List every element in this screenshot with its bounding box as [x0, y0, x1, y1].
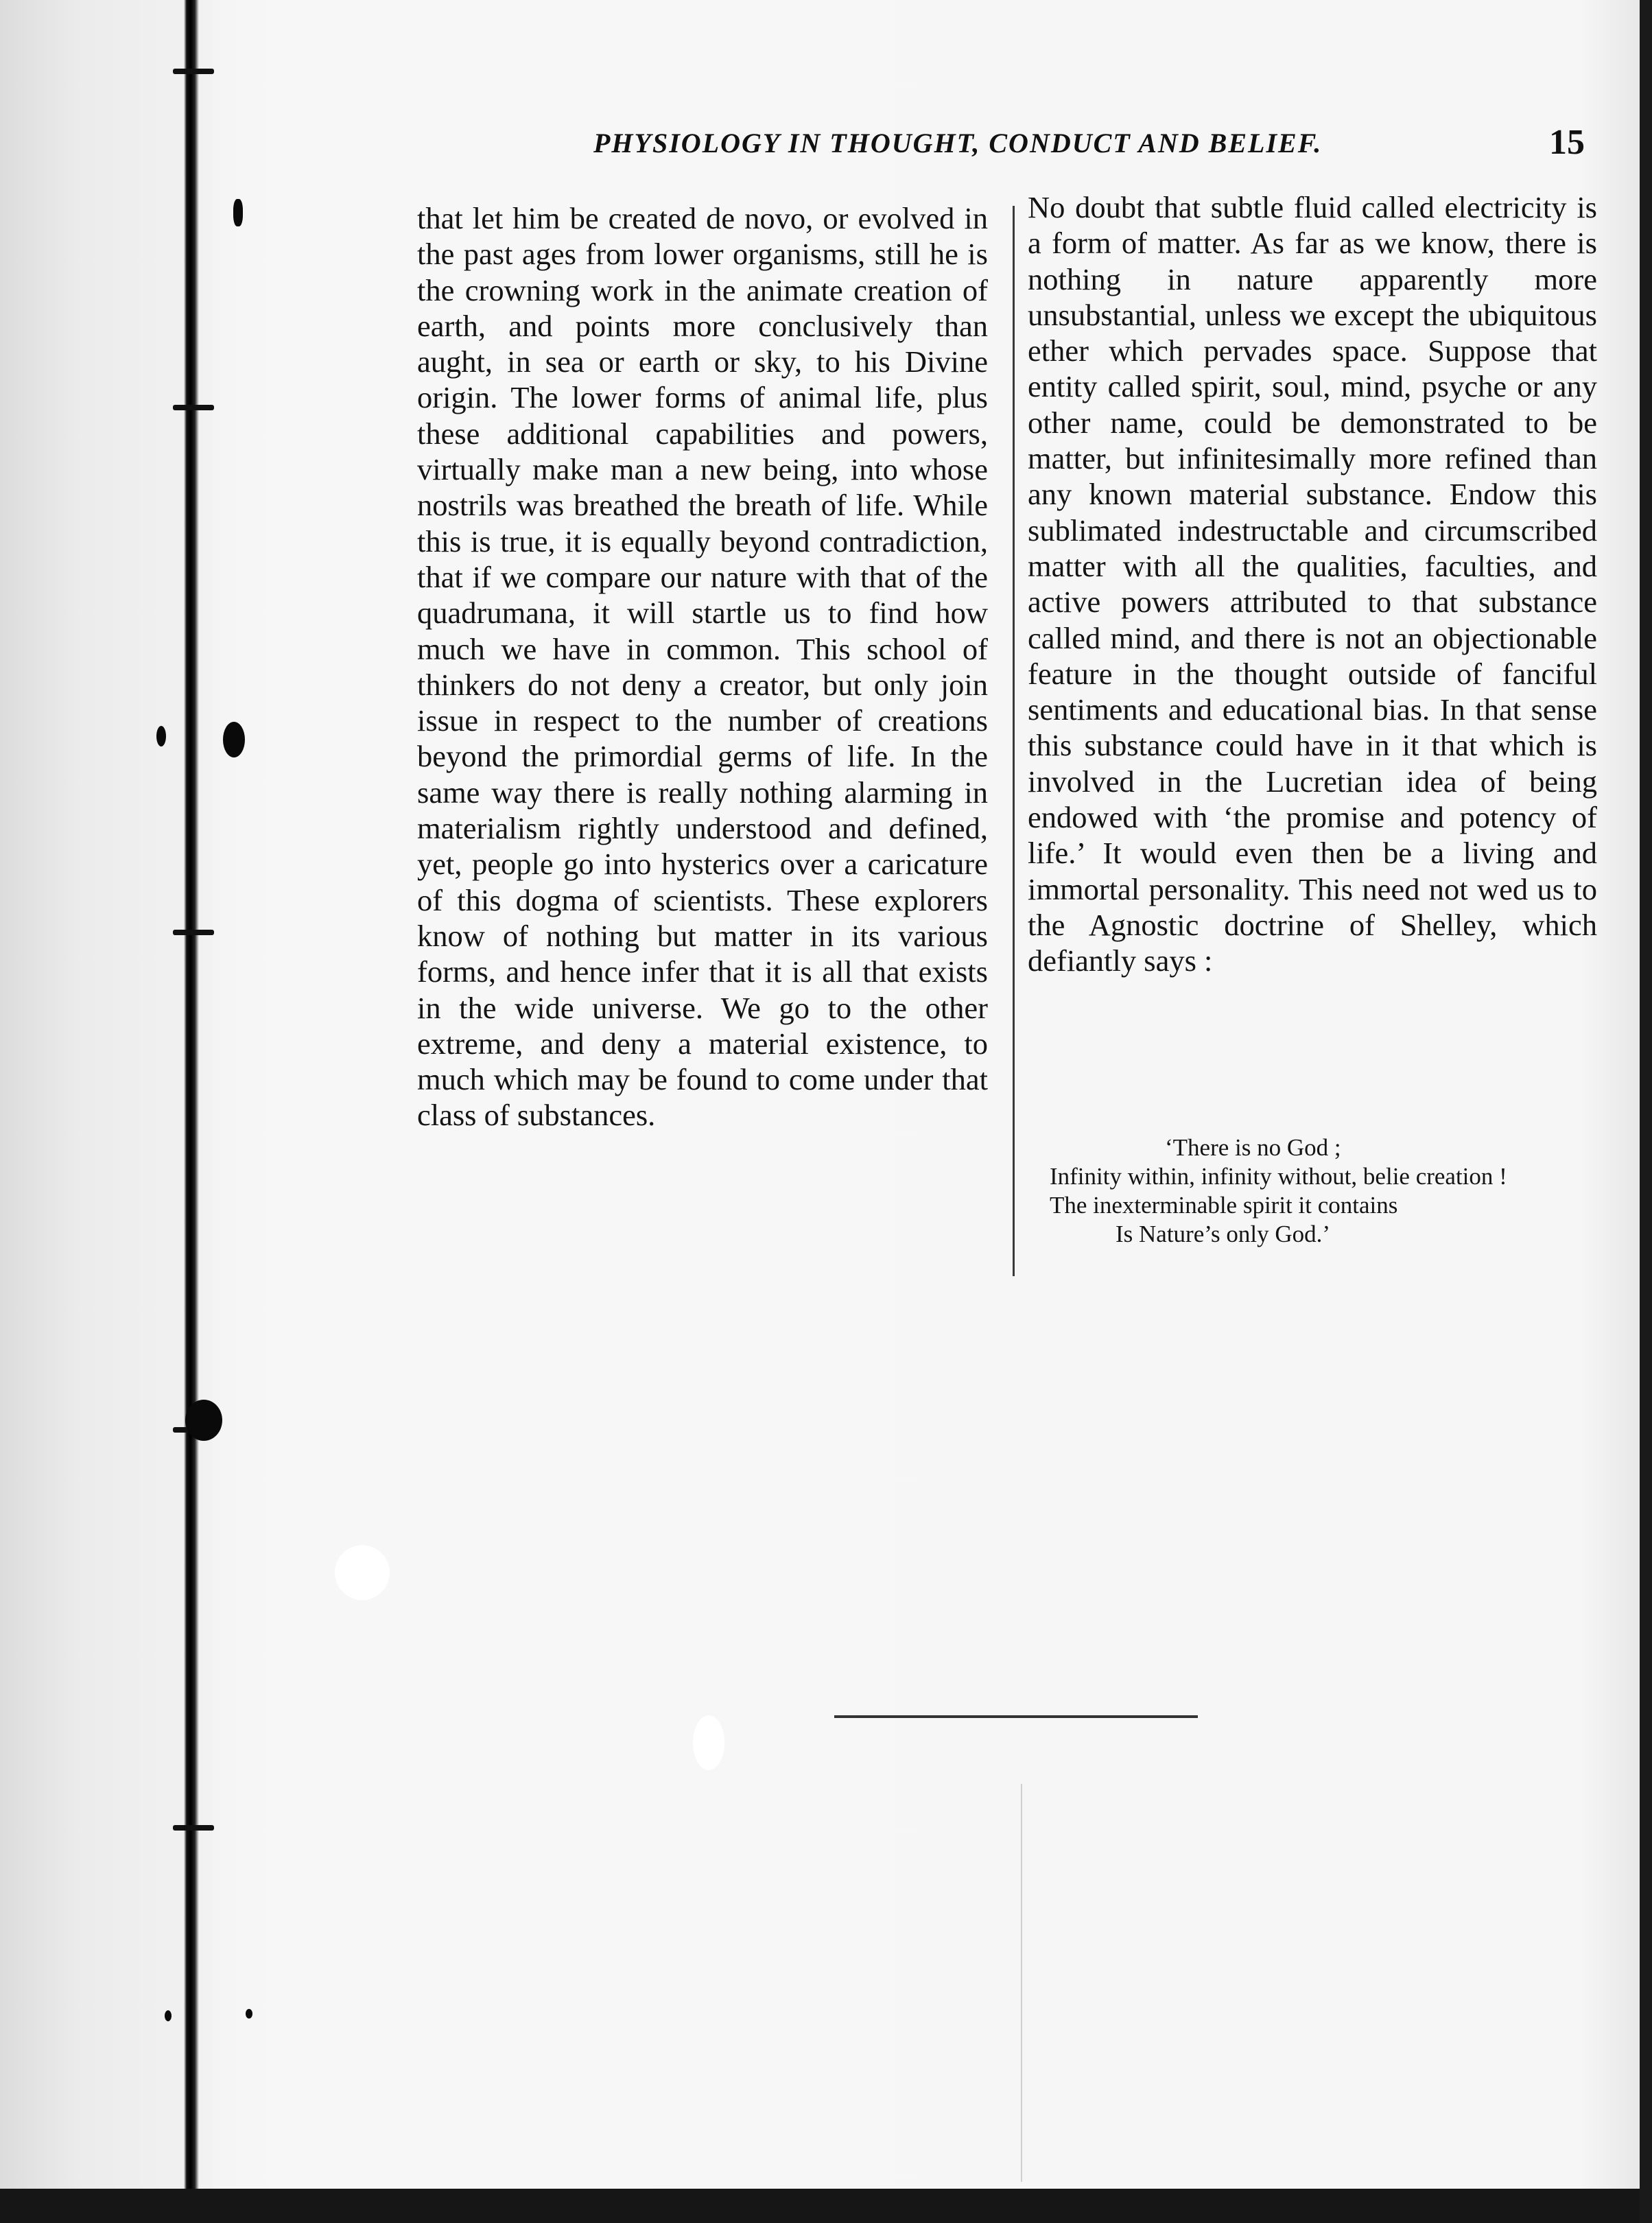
- binding-stitch: [173, 405, 214, 410]
- section-end-rule: [834, 1715, 1198, 1718]
- paper-spot: [693, 1715, 724, 1770]
- ink-blot: [223, 722, 245, 757]
- verse-line: The inexterminable spirit it contains: [1050, 1192, 1398, 1219]
- right-text-column: [1028, 189, 1597, 979]
- left-text-column: [417, 200, 988, 1133]
- ink-blot: [156, 726, 166, 746]
- binding-spine: [184, 0, 199, 2189]
- quoted-verse: [1050, 1133, 1598, 1249]
- binding-stitch: [173, 69, 214, 74]
- binding-stitch: [173, 1825, 214, 1831]
- page-number: 15: [1549, 123, 1585, 162]
- binding-stitch: [173, 930, 214, 935]
- faint-column-trace: [1021, 1784, 1022, 2182]
- ink-blot: [165, 2010, 172, 2021]
- running-title: PHYSIOLOGY IN THOUGHT, CONDUCT AND BELIEF.: [593, 128, 1323, 158]
- right-column-paragraph: No doubt that subtle fluid called electricity is a form of matter. As far as we know, there is nothing in nature apparently more unsubstantial, unless we except the ubiquitous ether which pervades space. Suppose that entity called spirit, soul, mind, psyche or any other name, could be demonstrated to be matter, but infinitesimally more refined than any known material substance. Endow this sublimated indestructable and circumscribed matter with all the qualities, faculties, and active powers attributed to that substance called mind, and there is not an objectionable feature in the thought outside of fanciful sentiments and educational bias. In that sense this substance could have in it that which is involved in the Lucretian idea of being endowed with ‘the promise and potency of life.’ It would even then be a living and immortal personality. This need not wed us to the Agnostic doctrine of Shelley, which defiantly says :: [1028, 190, 1597, 978]
- ink-blot: [185, 1400, 222, 1441]
- ink-blot: [233, 199, 243, 226]
- paper-spot: [335, 1545, 390, 1600]
- verse-line: Is Nature’s only God.’: [1116, 1221, 1331, 1247]
- left-column-paragraph: that let him be created de novo, or evolved in the past ages from lower organisms, still he is the crowning work in the animate creation of earth, and points more conclusively than aught, in sea or earth or sky, to his Divine origin. The lower forms of animal life, plus these additional capabilities and powers, virtually make man a new being, into whose nostrils was breathed the breath of life. While this is true, it is equally beyond contradiction, that if we compare our nature with that of the quadrumana, it will startle us to find how much we have in common. This school of thinkers do not deny a creator, but only join issue in respect to the number of creations beyond the primordial germs of life. In the same way there is really nothing alarming in materialism rightly understood and defined, yet, people go into hysterics over a caricature of this dogma of scientists. These explorers know of nothing but matter in its various forms, and hence infer that it is all that exists in the wide universe. We go to the other extreme, and deny a material existence, to much which may be found to come under that class of substances.: [417, 201, 988, 1133]
- verse-line: Infinity within, infinity without, belie creation !: [1050, 1163, 1507, 1190]
- column-divider: [1013, 206, 1015, 1276]
- ink-blot: [246, 2009, 252, 2019]
- scan-border-right: [1640, 0, 1652, 2223]
- scan-border-bottom: [0, 2189, 1652, 2223]
- verse-line: ‘There is no God ;: [1165, 1134, 1341, 1161]
- binding-gutter: [0, 0, 213, 2189]
